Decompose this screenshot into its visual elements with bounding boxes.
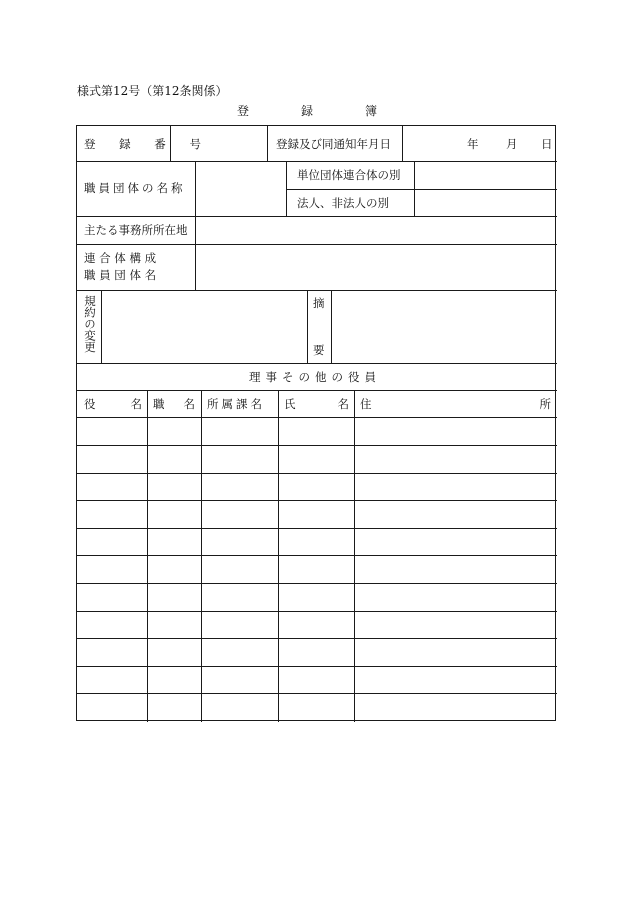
summary-label-top: 摘 [313,296,325,310]
row-divider [77,638,557,639]
row-divider [286,189,557,190]
register-table [76,125,556,721]
row-divider [77,445,557,446]
column-divider [414,161,415,216]
column-header-position-last: 名 [183,397,195,411]
column-header-name-last: 名 [337,397,349,411]
column-divider [307,290,308,363]
registration-date-label: 登録及び同通知年月日 [276,137,391,151]
column-divider [331,290,332,363]
column-divider [195,244,196,290]
row-divider [77,528,557,529]
row-divider [77,611,557,612]
column-header-position [153,397,195,411]
page-title: 登録簿 [237,104,430,118]
column-divider [402,126,403,161]
organization-name-label: 職員団体の名称 [84,181,186,195]
column-header-role [84,397,142,411]
column-header-address-last: 所 [539,397,551,411]
column-divider [195,161,196,216]
corporate-status-label: 法人、非法人の別 [297,196,389,210]
column-divider [195,216,196,244]
row-divider [77,216,557,217]
column-header-department: 所属課名 [207,397,265,411]
column-header-role-last: 名 [130,397,142,411]
column-header-position-first: 職 [153,397,165,411]
row-divider [77,693,557,694]
bylaws-change-label: 規約の変更 [83,295,97,353]
column-divider [147,390,148,722]
column-header-name-first: 氏 [284,397,296,411]
column-header-address [360,397,551,411]
row-divider [77,363,557,364]
form-number-label: 様式第12号（第12条関係） [77,84,228,98]
row-divider [77,666,557,667]
column-divider [354,390,355,722]
column-divider [278,390,279,722]
office-address-label: 主たる事務所所在地 [84,223,188,237]
column-header-address-first: 住 [360,397,372,411]
summary-label-bottom: 要 [313,343,325,357]
federation-members-label-line1: 連 合 体 構 成 [84,251,157,265]
registration-number-label: 登 録 番 号 [84,137,211,151]
column-divider [286,161,287,216]
row-divider [77,417,557,418]
column-divider [267,126,268,161]
date-day-label: 日 [541,137,553,151]
row-divider [77,555,557,556]
federation-members-label-line2: 職 員 団 体 名 [84,268,157,282]
column-header-role-first: 役 [84,397,96,411]
row-divider [77,290,557,291]
date-month-label: 月 [506,137,518,151]
row-divider [77,583,557,584]
row-divider [77,161,557,162]
column-header-name [284,397,349,411]
column-divider [201,390,202,722]
unit-or-federation-label: 単位団体連合体の別 [297,168,401,182]
date-year-label: 年 [467,137,479,151]
row-divider [77,473,557,474]
officers-section-title: 理事その他の役員 [249,370,381,384]
row-divider [77,244,557,245]
column-divider [101,290,102,363]
row-divider [77,390,557,391]
row-divider [77,500,557,501]
